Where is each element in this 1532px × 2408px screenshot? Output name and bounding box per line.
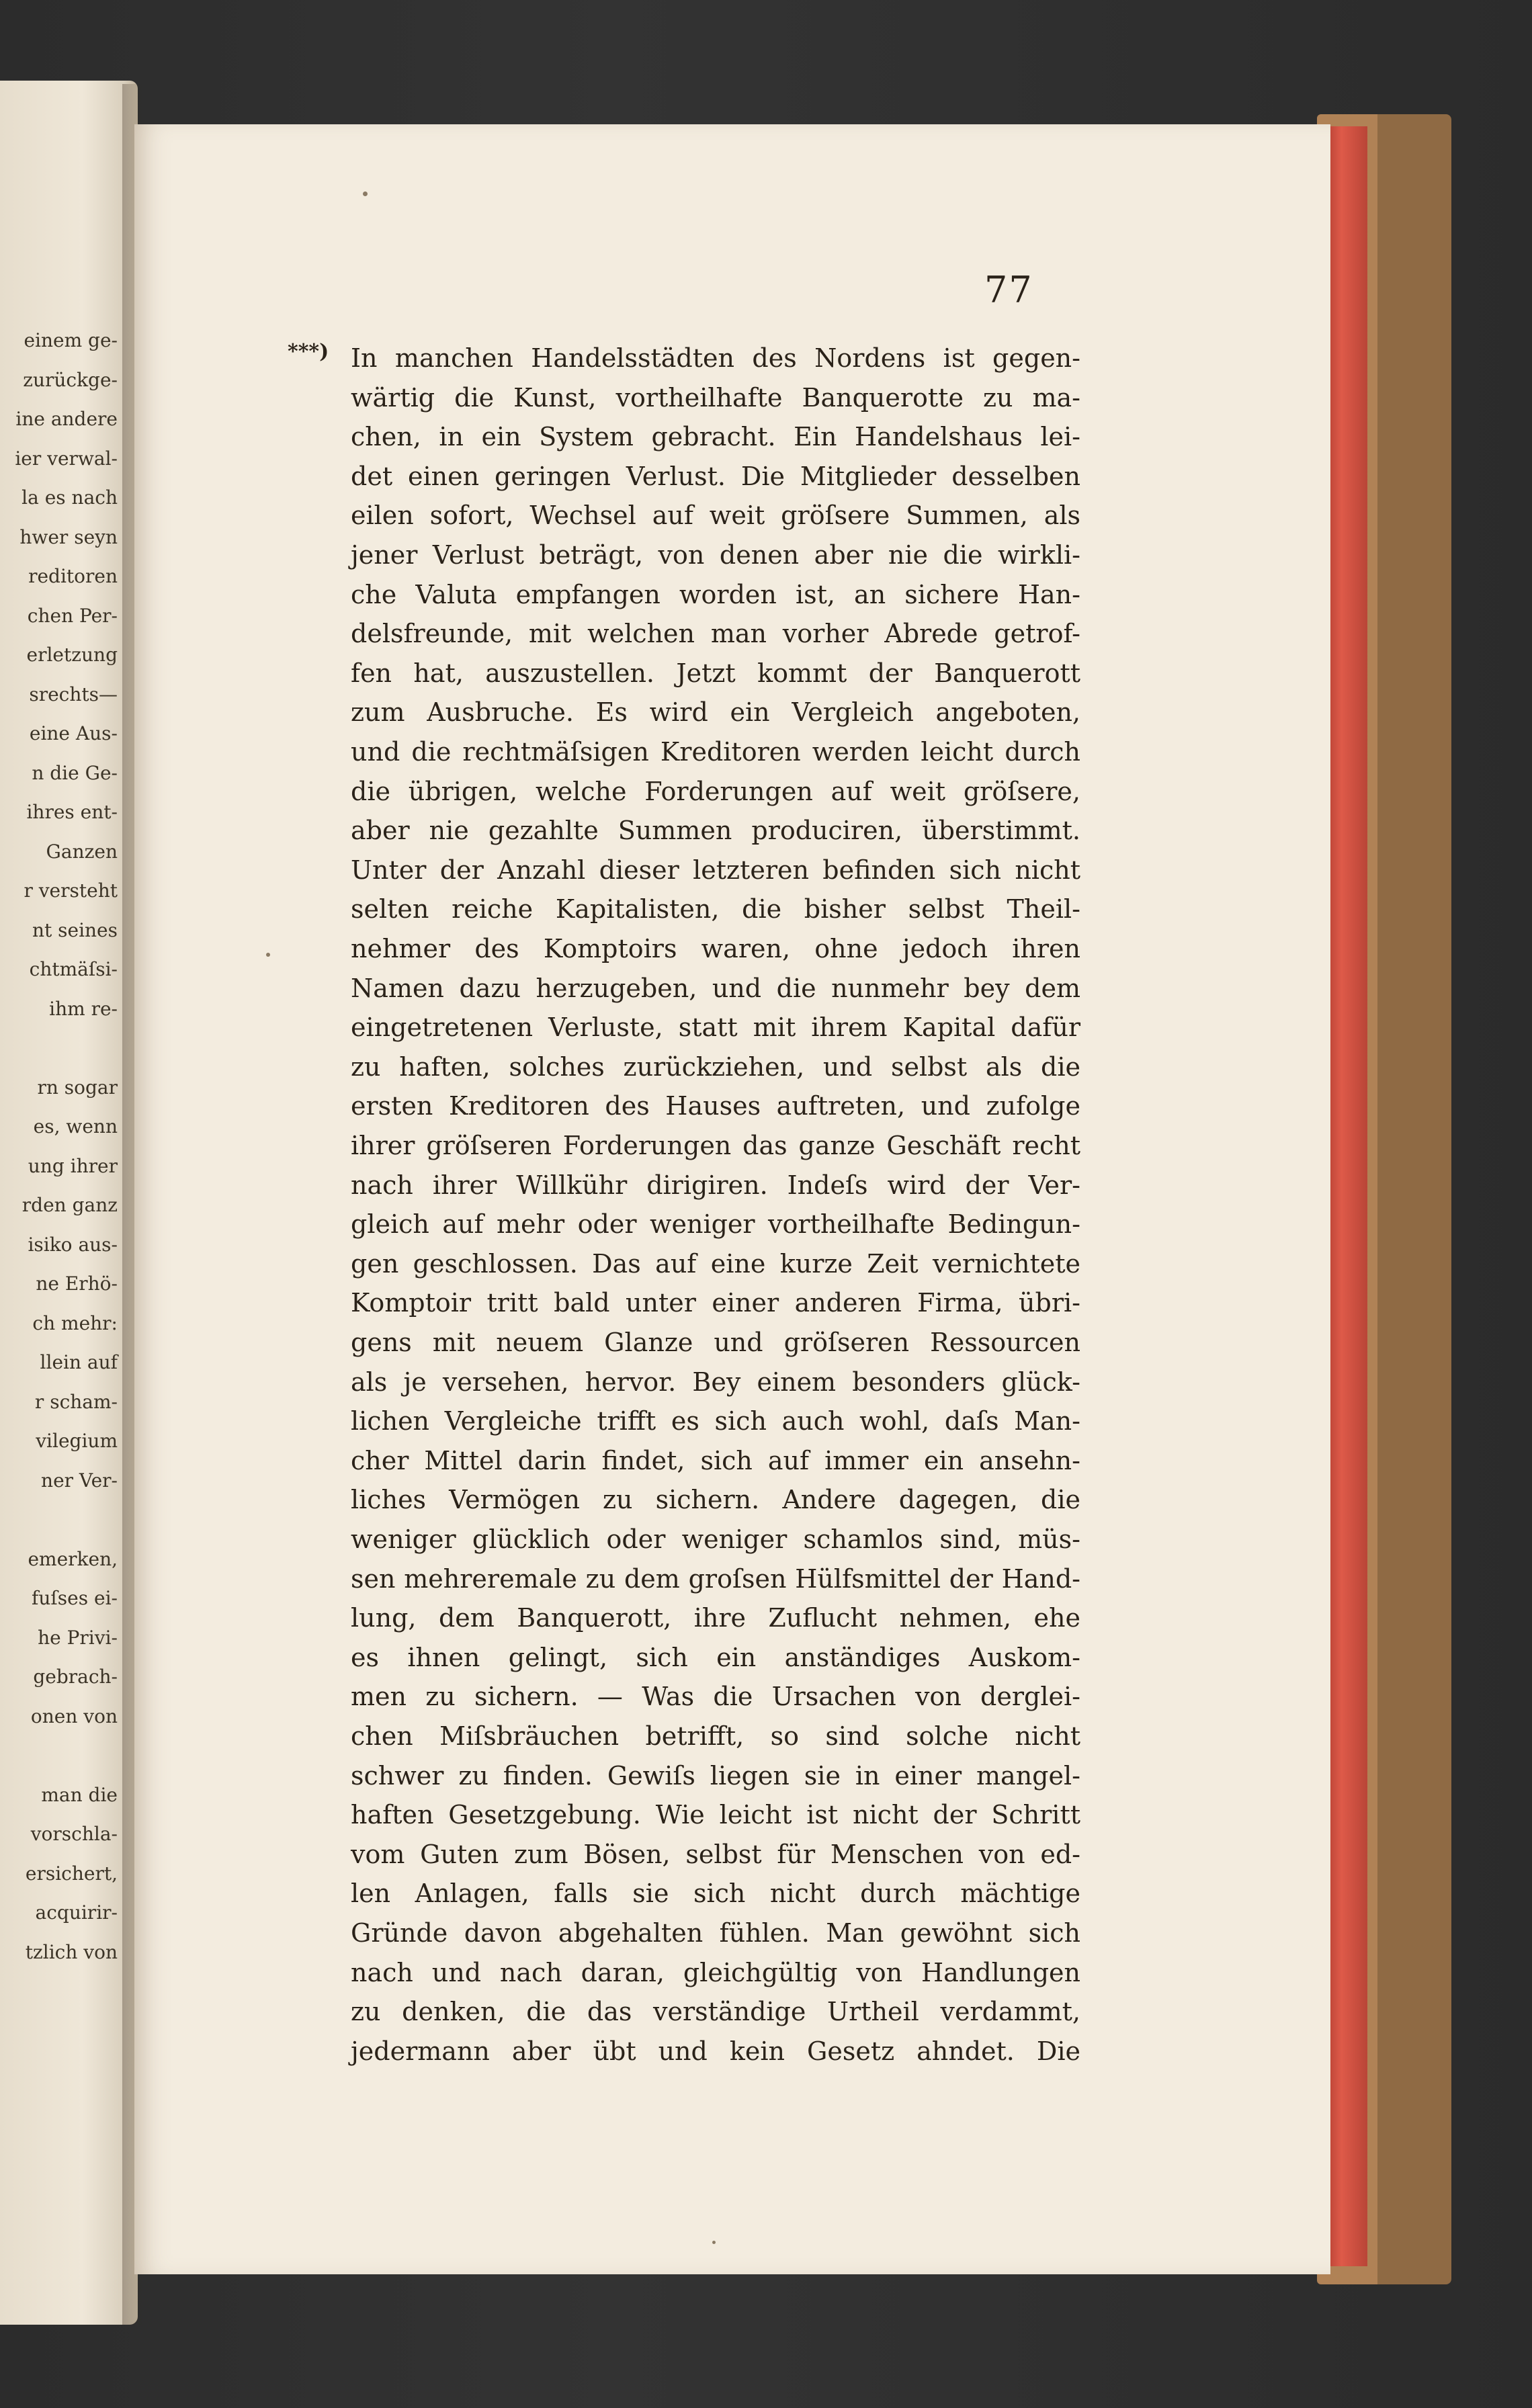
left-page-line: Ganzen — [46, 840, 118, 863]
text-line: men zu sichern. — Was die Ursachen von derglei- — [351, 1682, 1080, 1712]
text-line: aber nie gezahlte Summen produciren, überstimmt. — [351, 816, 1080, 846]
left-page-line: ier verwal- — [15, 447, 118, 470]
left-page-line: isiko aus- — [28, 1233, 118, 1256]
text-line: wärtig die Kunst, vortheilhafte Banquerotte zu ma- — [351, 382, 1080, 413]
text-line: haften Gesetzgebung. Wie leicht ist nicht der Schritt — [351, 1800, 1080, 1830]
text-line: selten reiche Kapitalisten, die bisher selbst Theil- — [351, 894, 1080, 924]
left-page-line: n die Ge- — [32, 761, 118, 784]
text-line: sen mehreremale zu dem groſsen Hülfsmittel der Hand- — [351, 1563, 1080, 1594]
text-line: liches Vermögen zu sichern. Andere dagegen, die — [351, 1485, 1080, 1515]
text-line: det einen geringen Verlust. Die Mitglieder desselben — [351, 461, 1080, 491]
left-page-line: r versteht — [24, 879, 118, 902]
left-page-line: rden ganz — [22, 1194, 118, 1216]
text-line: als je versehen, hervor. Bey einem besonders glück- — [351, 1367, 1080, 1397]
paper-speck — [363, 191, 368, 196]
text-line: lung, dem Banquerott, ihre Zuflucht nehmen, ehe — [351, 1603, 1080, 1633]
page-number: 77 — [984, 269, 1033, 311]
text-line: Namen dazu herzugeben, und die nunmehr bey dem — [351, 973, 1080, 1003]
left-page-line: chtmäſsi- — [29, 958, 118, 980]
text-line: eingetretenen Verluste, statt mit ihrem Kapital dafür — [351, 1013, 1080, 1043]
left-page-line: eine Aus- — [29, 722, 118, 744]
left-page — [0, 81, 138, 2325]
text-line: ersten Kreditoren des Hauses auftreten, und zufolge — [351, 1091, 1080, 1121]
text-line: Unter der Anzahl dieser letzteren befinden sich nicht — [351, 855, 1080, 885]
left-page-line: srechts— — [29, 683, 118, 705]
text-line: Komptoir tritt bald unter einer anderen Firma, übri- — [351, 1288, 1080, 1318]
left-page-line: he Privi- — [38, 1626, 118, 1649]
book-cover-edge — [1377, 114, 1451, 2284]
left-page-line: nt seines — [32, 918, 118, 941]
left-page-line: zurückge- — [23, 368, 118, 391]
left-page-line: la es nach — [22, 486, 118, 509]
text-line: fen hat, auszustellen. Jetzt kommt der Banquerott — [351, 658, 1080, 688]
left-page-line: ne Erhö- — [36, 1273, 118, 1295]
left-page-line: acquirir- — [35, 1901, 118, 1924]
paper-speck — [712, 2241, 716, 2244]
text-line: gleich auf mehr oder weniger vortheilhafte Bedingun- — [351, 1209, 1080, 1240]
left-page-line: emerken, — [28, 1547, 118, 1570]
left-page-line: ersichert, — [25, 1862, 118, 1885]
text-line: nach und nach daran, gleichgültig von Handlungen — [351, 1957, 1080, 1987]
left-page-line: man die — [41, 1783, 118, 1806]
left-page-line: vilegium — [36, 1430, 118, 1452]
text-line: gens mit neuem Glanze und gröſseren Ressourcen — [351, 1328, 1080, 1357]
text-line: delsfreunde, mit welchen man vorher Abrede getrof- — [351, 619, 1080, 649]
left-page-line: es, wenn — [33, 1115, 118, 1137]
text-line: zu denken, die das verständige Urtheil verdammt, — [351, 1997, 1080, 2027]
left-page-line: erletzung — [26, 644, 118, 666]
text-line: chen Miſsbräuchen betrifft, so sind solche nicht — [351, 1721, 1080, 1751]
left-page-line: ihres ent- — [26, 801, 118, 823]
text-line: In manchen Handelsstädten des Nordens ist gegen- — [351, 343, 1080, 373]
text-line: zu haften, solches zurückziehen, und selbst als die — [351, 1051, 1080, 1082]
text-line: Gründe davon abgehalten fühlen. Man gewöhnt sich — [351, 1918, 1080, 1948]
text-line: ihrer gröſseren Forderungen das ganze Geschäft recht — [351, 1131, 1080, 1160]
left-page-line: chen Per- — [27, 604, 118, 627]
text-line: lichen Vergleiche trifft es sich auch wohl, daſs Man- — [351, 1406, 1080, 1436]
left-page-line: ner Ver- — [41, 1469, 118, 1492]
text-line: eilen sofort, Wechsel auf weit gröſsere Summen, als — [351, 501, 1080, 531]
footnote-marker: ***) — [288, 340, 329, 363]
text-line: weniger glücklich oder weniger schamlos sind, müs- — [351, 1524, 1080, 1554]
left-page-line: ihm re- — [49, 997, 118, 1020]
paper-speck — [266, 953, 270, 957]
text-line: jedermann aber übt und kein Gesetz ahndet. Die — [351, 2036, 1080, 2066]
left-page-line: tzlich von — [25, 1940, 118, 1963]
text-line: vom Guten zum Bösen, selbst für Menschen von ed- — [351, 1839, 1080, 1869]
left-page-line: onen von — [30, 1705, 118, 1727]
left-page-line: einem ge- — [24, 329, 118, 351]
text-line: zum Ausbruche. Es wird ein Vergleich angeboten, — [351, 697, 1080, 728]
left-page-line: ung ihrer — [28, 1154, 118, 1177]
text-line: die übrigen, welche Forderungen auf weit gröſsere, — [351, 776, 1080, 806]
left-page-line: rn sogar — [37, 1076, 118, 1099]
left-page-line: r scham- — [34, 1390, 118, 1413]
left-page-line: fuſses ei- — [32, 1587, 118, 1609]
left-page-line: ine andere — [15, 408, 118, 430]
text-line: es ihnen gelingt, sich ein anständiges Auskom- — [351, 1642, 1080, 1672]
text-line: len Anlagen, falls sie sich nicht durch mächtige — [351, 1879, 1080, 1909]
left-page-line: hwer seyn — [19, 525, 118, 548]
left-page-line: ch mehr: — [32, 1312, 118, 1334]
text-line: schwer zu finden. Gewiſs liegen sie in einer mangel- — [351, 1760, 1080, 1791]
text-line: gen geschlossen. Das auf eine kurze Zeit vernichtete — [351, 1248, 1080, 1279]
text-line: cher Mittel darin findet, sich auf immer ein ansehn- — [351, 1445, 1080, 1475]
text-line: jener Verlust beträgt, von denen aber nie die wirkli- — [351, 540, 1080, 570]
left-page-line: reditoren — [28, 565, 118, 587]
text-line: nehmer des Komptoirs waren, ohne jedoch ihren — [351, 934, 1080, 963]
text-line: chen, in ein System gebracht. Ein Handelshaus lei- — [351, 422, 1080, 452]
left-page-line: gebrach- — [33, 1666, 118, 1688]
text-line: und die rechtmäſsigen Kreditoren werden leicht durch — [351, 737, 1080, 767]
text-line: nach ihrer Willkühr dirigiren. Indeſs wird der Ver- — [351, 1170, 1080, 1200]
left-page-line: vorschla- — [30, 1823, 118, 1845]
left-page-line: llein auf — [40, 1351, 118, 1373]
text-line: che Valuta empfangen worden ist, an sichere Han- — [351, 579, 1080, 609]
